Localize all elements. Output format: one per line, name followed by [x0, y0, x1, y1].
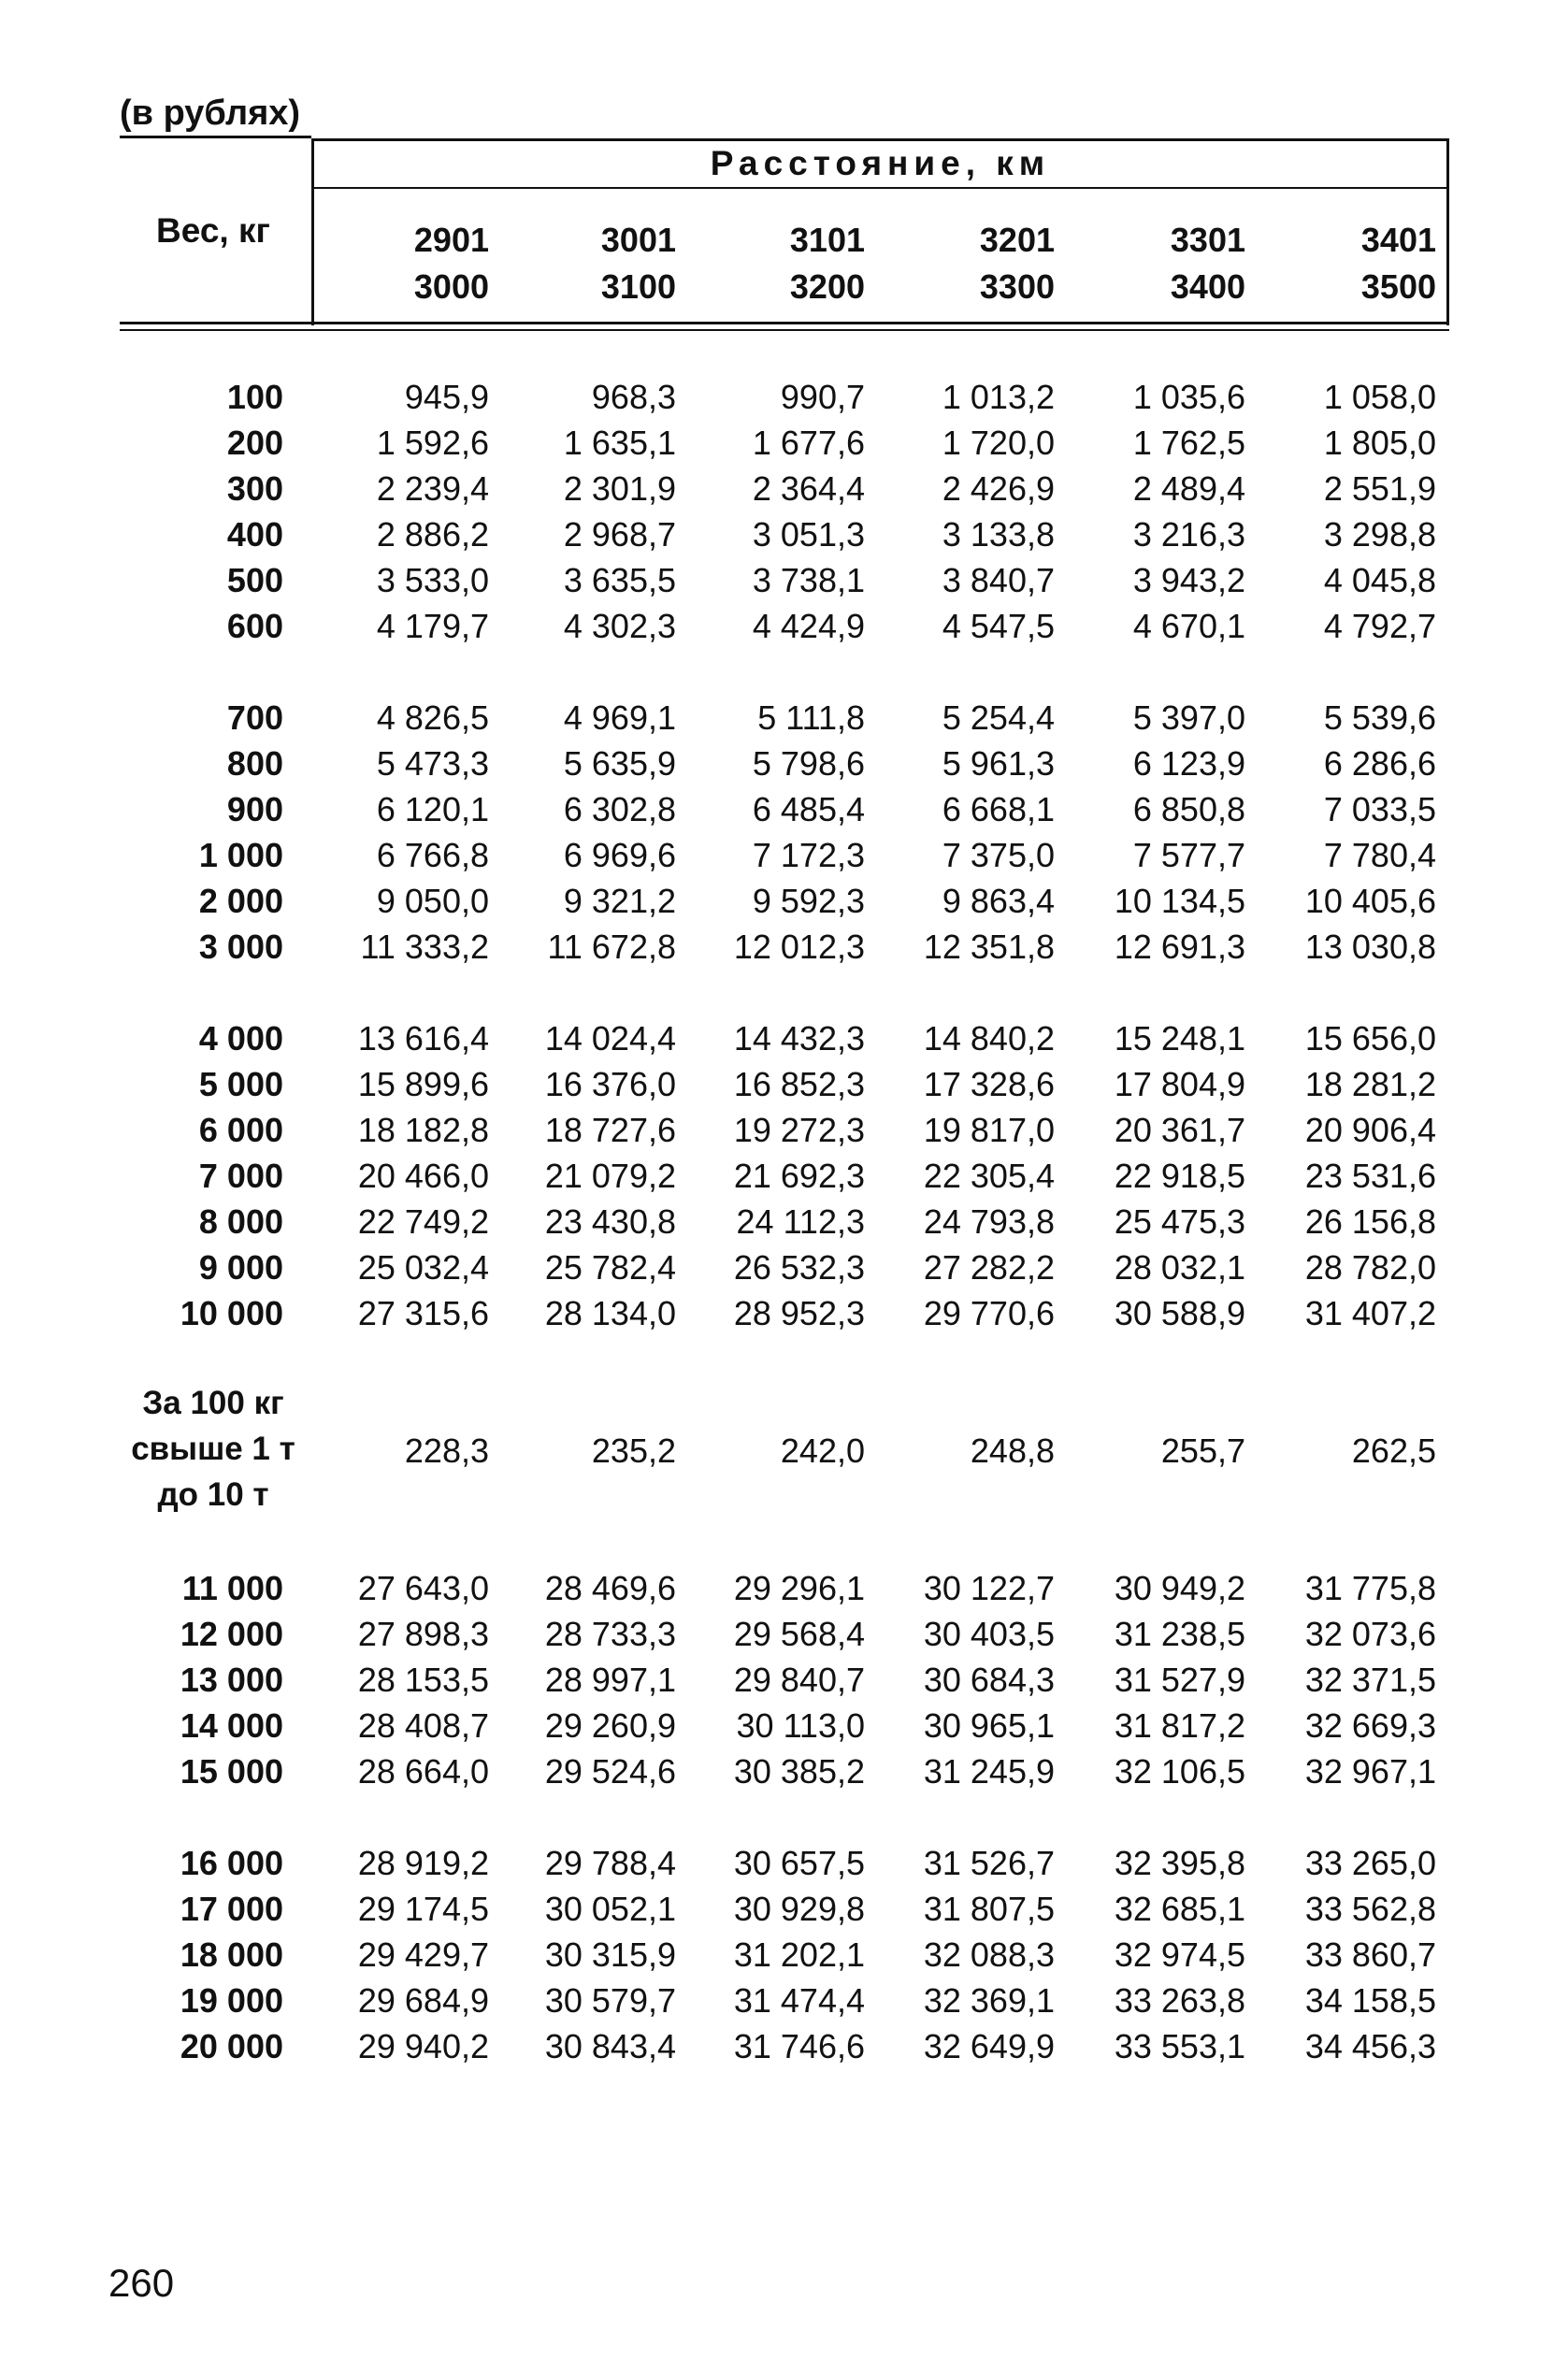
range-to: 3000 [413, 267, 489, 306]
price-cell: 1 762,5 [1132, 424, 1245, 462]
price-cell: 4 302,3 [563, 607, 676, 645]
price-cell: 9 592,3 [752, 882, 865, 920]
price-cell: 7 577,7 [1132, 836, 1245, 874]
price-cell: 29 296,1 [733, 1569, 865, 1607]
distance-range-4 [914, 217, 1055, 310]
price-cell: 24 793,8 [923, 1202, 1055, 1241]
price-cell: 28 153,5 [357, 1661, 489, 1699]
distance-range-6 [1296, 217, 1436, 310]
price-cell: 29 788,4 [544, 1844, 676, 1882]
price-cell: 3 738,1 [752, 561, 865, 599]
price-cell: 33 553,1 [1114, 2027, 1245, 2065]
price-cell: 2 239,4 [376, 469, 489, 508]
price-cell: 5 635,9 [563, 744, 676, 783]
price-cell: 18 727,6 [544, 1111, 676, 1149]
price-cell: 2 364,4 [752, 469, 865, 508]
price-cell: 5 798,6 [752, 744, 865, 783]
price-cell: 30 588,9 [1114, 1294, 1245, 1332]
header-rule-top [311, 138, 1449, 141]
price-cell: 30 052,1 [544, 1890, 676, 1928]
weight-cell: 1 000 [198, 836, 283, 874]
table-row [120, 2023, 1449, 2069]
table-row [120, 832, 1449, 878]
price-cell: 1 013,2 [942, 378, 1055, 416]
price-cell: 10 405,6 [1304, 882, 1436, 920]
price-cell: 19 817,0 [923, 1111, 1055, 1149]
price-cell: 29 840,7 [733, 1661, 865, 1699]
price-cell: 13 616,4 [357, 1019, 489, 1058]
price-cell: 32 088,3 [923, 1935, 1055, 1974]
range-from: 3301 [1170, 221, 1245, 259]
price-cell: 29 174,5 [357, 1890, 489, 1928]
price-cell: 22 305,4 [923, 1157, 1055, 1195]
table-row [120, 1611, 1449, 1657]
table-row [120, 1886, 1449, 1932]
range-to: 3300 [979, 267, 1055, 306]
price-cell: 6 286,6 [1323, 744, 1436, 783]
price-cell: 32 685,1 [1114, 1890, 1245, 1928]
price-cell: 3 635,5 [563, 561, 676, 599]
unit-note: (в рублях) [120, 94, 311, 138]
price-cell: 1 720,0 [942, 424, 1055, 462]
price-cell: 28 664,0 [357, 1752, 489, 1791]
price-cell: 31 474,4 [733, 1981, 865, 2020]
price-cell: 11 333,2 [360, 928, 489, 966]
price-cell: 23 531,6 [1304, 1157, 1436, 1195]
price-cell: 30 113,0 [736, 1706, 865, 1745]
price-cell: 31 526,7 [923, 1844, 1055, 1882]
price-cell: 31 407,2 [1304, 1294, 1436, 1332]
weight-cell: 7 000 [198, 1157, 283, 1195]
price-cell: 29 429,7 [357, 1935, 489, 1974]
price-cell: 28 733,3 [544, 1615, 676, 1653]
price-cell: 6 123,9 [1132, 744, 1245, 783]
price-cell: 21 692,3 [733, 1157, 865, 1195]
weight-cell: 12 000 [180, 1615, 283, 1653]
price-cell: 1 035,6 [1132, 378, 1245, 416]
price-cell: 5 961,3 [942, 744, 1055, 783]
price-cell: 9 050,0 [376, 882, 489, 920]
price-cell: 31 245,9 [923, 1752, 1055, 1791]
price-cell: 32 395,8 [1114, 1844, 1245, 1882]
surcharge-label-line: свыше 1 т [131, 1431, 295, 1467]
price-cell: 3 943,2 [1132, 561, 1245, 599]
price-cell: 28 952,3 [733, 1294, 865, 1332]
price-cell: 31 527,9 [1114, 1661, 1245, 1699]
price-cell: 6 302,8 [563, 790, 676, 828]
price-cell: 3 133,8 [942, 515, 1055, 554]
price-cell: 6 120,1 [376, 790, 489, 828]
price-cell: 25 782,4 [544, 1248, 676, 1287]
price-cell: 17 328,6 [923, 1065, 1055, 1103]
price-cell: 33 860,7 [1304, 1935, 1436, 1974]
price-cell: 30 579,7 [544, 1981, 676, 2020]
price-cell: 34 456,3 [1304, 2027, 1436, 2065]
price-cell: 31 775,8 [1304, 1569, 1436, 1607]
price-cell: 30 843,4 [544, 2027, 676, 2065]
price-cell: 32 669,3 [1304, 1706, 1436, 1745]
table-row [120, 878, 1449, 924]
price-cell: 32 371,5 [1304, 1661, 1436, 1699]
table-row [120, 924, 1449, 970]
price-cell: 27 282,2 [923, 1248, 1055, 1287]
price-cell: 30 965,1 [923, 1706, 1055, 1745]
weight-column-label: Вес, кг [156, 211, 270, 250]
price-cell: 7 033,5 [1323, 790, 1436, 828]
weight-cell: 400 [226, 515, 283, 554]
weight-cell: 800 [226, 744, 283, 783]
table-row [120, 1978, 1449, 2023]
price-cell: 18 182,8 [357, 1111, 489, 1149]
price-cell: 19 272,3 [733, 1111, 865, 1149]
price-cell: 32 369,1 [923, 1981, 1055, 2020]
price-cell: 20 906,4 [1304, 1111, 1436, 1149]
price-cell: 22 918,5 [1114, 1157, 1245, 1195]
price-cell: 5 473,3 [376, 744, 489, 783]
header-rule-mid [311, 187, 1449, 189]
surcharge-cell: 235,2 [591, 1432, 676, 1470]
price-cell: 27 898,3 [357, 1615, 489, 1653]
price-cell: 5 254,4 [942, 698, 1055, 737]
table-row [120, 1153, 1449, 1199]
price-cell: 32 073,6 [1304, 1615, 1436, 1653]
price-cell: 28 408,7 [357, 1706, 489, 1745]
range-from: 2901 [413, 221, 489, 259]
surcharge-cell: 248,8 [970, 1432, 1055, 1470]
price-cell: 3 051,3 [752, 515, 865, 554]
table-row [120, 1748, 1449, 1794]
price-cell: 4 826,5 [376, 698, 489, 737]
price-cell: 30 403,5 [923, 1615, 1055, 1653]
surcharge-cell: 228,3 [404, 1432, 489, 1470]
header-rule-bottom [120, 322, 1449, 324]
price-cell: 1 677,6 [752, 424, 865, 462]
price-cell: 29 684,9 [357, 1981, 489, 2020]
price-cell: 9 863,4 [942, 882, 1055, 920]
price-cell: 6 969,6 [563, 836, 676, 874]
price-cell: 21 079,2 [544, 1157, 676, 1195]
weight-cell: 17 000 [180, 1890, 283, 1928]
range-to: 3100 [600, 267, 676, 306]
price-cell: 29 770,6 [923, 1294, 1055, 1332]
price-cell: 14 840,2 [923, 1019, 1055, 1058]
price-cell: 15 656,0 [1304, 1019, 1436, 1058]
table-row [120, 1703, 1449, 1748]
distance-title: Расстояние, км [710, 144, 1051, 182]
price-cell: 14 024,4 [544, 1019, 676, 1058]
table-row [120, 1015, 1449, 1061]
range-from: 3101 [789, 221, 865, 259]
table-row [120, 1657, 1449, 1703]
weight-cell: 10 000 [180, 1294, 283, 1332]
price-cell: 30 122,7 [923, 1569, 1055, 1607]
price-cell: 32 106,5 [1114, 1752, 1245, 1791]
weight-cell: 19 000 [180, 1981, 283, 2020]
price-cell: 5 397,0 [1132, 698, 1245, 737]
price-cell: 31 746,6 [733, 2027, 865, 2065]
price-cell: 6 485,4 [752, 790, 865, 828]
price-cell: 2 886,2 [376, 515, 489, 554]
surcharge-cell: 255,7 [1160, 1432, 1245, 1470]
price-cell: 30 684,3 [923, 1661, 1055, 1699]
weight-cell: 9 000 [198, 1248, 283, 1287]
price-cell: 4 547,5 [942, 607, 1055, 645]
price-cell: 27 643,0 [357, 1569, 489, 1607]
price-cell: 10 134,5 [1114, 882, 1245, 920]
price-cell: 14 432,3 [733, 1019, 865, 1058]
weight-cell: 6 000 [198, 1111, 283, 1149]
table-header [120, 138, 1449, 325]
price-cell: 28 134,0 [544, 1294, 676, 1332]
table-row [120, 741, 1449, 786]
table-row [120, 1061, 1449, 1107]
range-from: 3201 [979, 221, 1055, 259]
price-cell: 17 804,9 [1114, 1065, 1245, 1103]
price-cell: 3 840,7 [942, 561, 1055, 599]
price-cell: 4 424,9 [752, 607, 865, 645]
table-row [120, 1290, 1449, 1336]
price-cell: 20 466,0 [357, 1157, 489, 1195]
price-cell: 30 657,5 [733, 1844, 865, 1882]
price-cell: 33 562,8 [1304, 1890, 1436, 1928]
price-cell: 29 260,9 [544, 1706, 676, 1745]
table-row [120, 1199, 1449, 1245]
price-cell: 3 298,8 [1323, 515, 1436, 554]
price-cell: 28 469,6 [544, 1569, 676, 1607]
price-cell: 6 850,8 [1132, 790, 1245, 828]
distance-range-5 [1105, 217, 1245, 310]
surcharge-label-line: до 10 т [157, 1476, 269, 1513]
range-to: 3400 [1170, 267, 1245, 306]
table-row [120, 1107, 1449, 1153]
price-cell: 1 805,0 [1323, 424, 1436, 462]
price-cell: 33 263,8 [1114, 1981, 1245, 2020]
table-row [120, 786, 1449, 832]
price-cell: 990,7 [780, 378, 865, 416]
price-cell: 4 045,8 [1323, 561, 1436, 599]
price-cell: 1 592,6 [376, 424, 489, 462]
price-cell: 7 172,3 [752, 836, 865, 874]
price-cell: 29 568,4 [733, 1615, 865, 1653]
price-cell: 18 281,2 [1304, 1065, 1436, 1103]
weight-cell: 200 [226, 424, 283, 462]
price-cell: 6 766,8 [376, 836, 489, 874]
price-cell: 26 156,8 [1304, 1202, 1436, 1241]
range-from: 3001 [600, 221, 676, 259]
price-cell: 4 792,7 [1323, 607, 1436, 645]
weight-cell: 2 000 [198, 882, 283, 920]
weight-cell: 11 000 [181, 1569, 283, 1607]
price-cell: 28 997,1 [544, 1661, 676, 1699]
weight-cell: 16 000 [180, 1844, 283, 1882]
price-cell: 11 672,8 [547, 928, 676, 966]
weight-cell: 18 000 [180, 1935, 283, 1974]
price-cell: 1 058,0 [1323, 378, 1436, 416]
distance-range-1 [349, 217, 489, 310]
weight-cell: 8 000 [198, 1202, 283, 1241]
price-cell: 20 361,7 [1114, 1111, 1245, 1149]
price-cell: 32 649,9 [923, 2027, 1055, 2065]
weight-cell: 15 000 [180, 1752, 283, 1791]
price-cell: 22 749,2 [357, 1202, 489, 1241]
price-cell: 7 780,4 [1323, 836, 1436, 874]
range-from: 3401 [1360, 221, 1436, 259]
price-cell: 28 032,1 [1114, 1248, 1245, 1287]
price-cell: 15 248,1 [1114, 1019, 1245, 1058]
price-cell: 2 489,4 [1132, 469, 1245, 508]
price-cell: 30 385,2 [733, 1752, 865, 1791]
header-rule-bottom-double [120, 329, 1449, 331]
price-cell: 23 430,8 [544, 1202, 676, 1241]
price-cell: 3 533,0 [376, 561, 489, 599]
price-cell: 24 112,3 [736, 1202, 865, 1241]
table-row [120, 420, 1449, 466]
price-cell: 31 817,2 [1114, 1706, 1245, 1745]
price-cell: 4 969,1 [563, 698, 676, 737]
weight-cell: 3 000 [198, 928, 283, 966]
range-to: 3200 [789, 267, 865, 306]
price-cell: 30 315,9 [544, 1935, 676, 1974]
weight-cell: 13 000 [180, 1661, 283, 1699]
surcharge-label [120, 1380, 307, 1518]
table-row [120, 466, 1449, 511]
surcharge-cell: 242,0 [780, 1432, 865, 1470]
price-cell: 28 919,2 [357, 1844, 489, 1882]
weight-cell: 4 000 [198, 1019, 283, 1058]
price-cell: 25 475,3 [1114, 1202, 1245, 1241]
price-cell: 4 670,1 [1132, 607, 1245, 645]
price-cell: 30 949,2 [1114, 1569, 1245, 1607]
price-cell: 32 967,1 [1304, 1752, 1436, 1791]
price-cell: 3 216,3 [1132, 515, 1245, 554]
price-cell: 2 301,9 [563, 469, 676, 508]
price-cell: 15 899,6 [357, 1065, 489, 1103]
range-to: 3500 [1360, 267, 1436, 306]
price-cell: 31 202,1 [733, 1935, 865, 1974]
surcharge-cell: 262,5 [1351, 1432, 1436, 1470]
weight-cell: 700 [226, 698, 283, 737]
price-cell: 32 974,5 [1114, 1935, 1245, 1974]
surcharge-row [120, 1428, 1449, 1474]
price-cell: 4 179,7 [376, 607, 489, 645]
weight-cell: 500 [226, 561, 283, 599]
price-cell: 2 551,9 [1323, 469, 1436, 508]
price-cell: 28 782,0 [1304, 1248, 1436, 1287]
price-cell: 30 929,8 [733, 1890, 865, 1928]
price-cell: 29 524,6 [544, 1752, 676, 1791]
price-cell: 25 032,4 [357, 1248, 489, 1287]
surcharge-label-line: За 100 кг [142, 1385, 284, 1421]
table-row [120, 511, 1449, 557]
price-cell: 12 691,3 [1114, 928, 1245, 966]
price-cell: 16 852,3 [733, 1065, 865, 1103]
table-row [120, 1565, 1449, 1611]
price-cell: 13 030,8 [1304, 928, 1436, 966]
price-cell: 2 968,7 [563, 515, 676, 554]
price-cell: 9 321,2 [563, 882, 676, 920]
weight-cell: 300 [226, 469, 283, 508]
weight-cell: 900 [226, 790, 283, 828]
table-row [120, 374, 1449, 420]
price-cell: 2 426,9 [942, 469, 1055, 508]
weight-cell: 100 [226, 378, 283, 416]
weight-cell: 14 000 [180, 1706, 283, 1745]
price-cell: 12 012,3 [733, 928, 865, 966]
distance-range-3 [725, 217, 865, 310]
price-cell: 16 376,0 [544, 1065, 676, 1103]
price-cell: 6 668,1 [942, 790, 1055, 828]
table-row [120, 1245, 1449, 1290]
price-cell: 27 315,6 [357, 1294, 489, 1332]
price-cell: 12 351,8 [923, 928, 1055, 966]
price-cell: 29 940,2 [357, 2027, 489, 2065]
price-cell: 968,3 [591, 378, 676, 416]
price-cell: 5 539,6 [1323, 698, 1436, 737]
weight-cell: 600 [226, 607, 283, 645]
price-cell: 26 532,3 [733, 1248, 865, 1287]
distance-range-2 [536, 217, 676, 310]
table-row [120, 1840, 1449, 1886]
price-cell: 31 238,5 [1114, 1615, 1245, 1653]
price-cell: 34 158,5 [1304, 1981, 1436, 2020]
table-row [120, 1932, 1449, 1978]
price-cell: 7 375,0 [942, 836, 1055, 874]
price-cell: 945,9 [404, 378, 489, 416]
price-cell: 1 635,1 [563, 424, 676, 462]
price-cell: 33 265,0 [1304, 1844, 1436, 1882]
table-row [120, 695, 1449, 741]
page-number: 260 [108, 2261, 175, 2305]
price-cell: 5 111,8 [757, 698, 865, 737]
weight-cell: 20 000 [180, 2027, 283, 2065]
price-cell: 31 807,5 [923, 1890, 1055, 1928]
table-row [120, 557, 1449, 603]
weight-cell: 5 000 [198, 1065, 283, 1103]
table-row [120, 603, 1449, 649]
